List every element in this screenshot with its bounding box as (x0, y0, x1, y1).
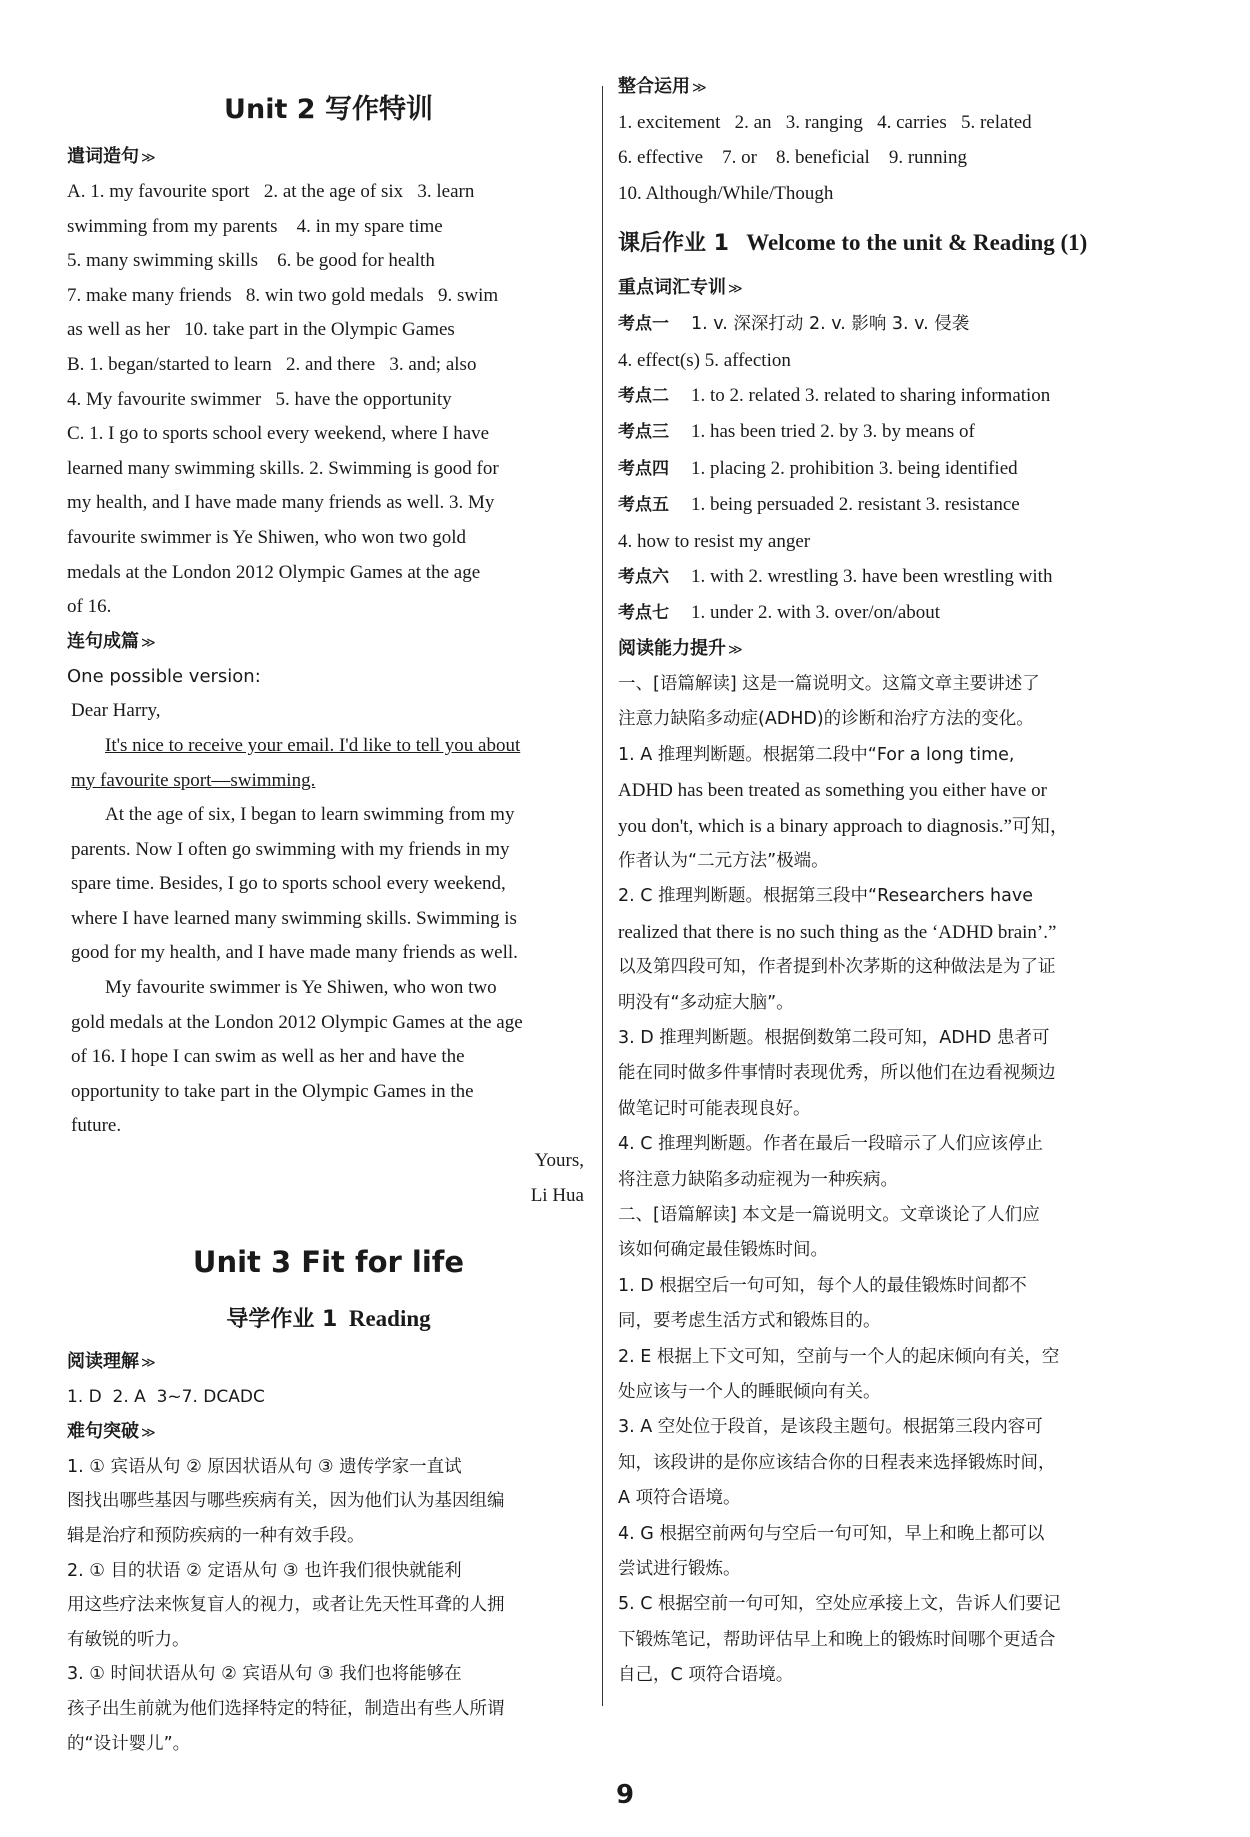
answer-line: 用这些疗法来恢复盲人的视力，或者让先天性耳聋的人拥 (67, 1595, 505, 1616)
answer-line: my health, and I have made many friends as well. 3. My (67, 492, 495, 514)
answer-line: 作者认为“二元方法”极端。 (618, 850, 829, 871)
answer-line: 二、[语篇解读] 本文是一篇说明文。文章谈论了人们应 (618, 1204, 1040, 1225)
essay-line: where I have learned many swimming skills. Swimming is (71, 907, 517, 929)
kaodian-line: 考点六 1. with 2. wrestling 3. have been wrestling with (618, 566, 1053, 588)
kaodian-line: 4. how to resist my anger (618, 530, 811, 552)
kaodian-line: 考点二 1. to 2. related 3. related to sharing information (618, 385, 1051, 407)
essay-line: good for my health, and I have made many friends as well. (71, 942, 518, 964)
answer-line: 1. D 根据空后一句可知，每个人的最佳锻炼时间都不 (618, 1275, 1027, 1296)
right-column (618, 70, 1148, 1694)
section-heading: 连句成篇 ≫ (67, 630, 156, 652)
section-heading: 阅读理解 ≫ (67, 1351, 156, 1373)
answer-line: learned many swimming skills. 2. Swimming is good for (67, 457, 499, 479)
chevron-right-icon: ≫ (141, 150, 156, 166)
left-column (67, 80, 590, 1761)
essay-line: my favourite sport—swimming. (71, 769, 316, 791)
answer-line: 将注意力缺陷多动症视为一种疾病。 (618, 1169, 898, 1190)
answer-line: 孩子出生前就为他们选择特定的特征，制造出有些人所谓 (67, 1698, 505, 1719)
essay-line: spare time. Besides, I go to sports school every weekend, (71, 873, 506, 895)
essay-line: opportunity to take part in the Olympic Games in the (71, 1080, 474, 1102)
answer-line: 2. C 推理判断题。根据第三段中“Researchers have (618, 886, 1033, 907)
section-heading: 难句突破 ≫ (67, 1420, 156, 1442)
essay-line: At the age of six, I began to learn swimming from my (105, 804, 515, 826)
answer-line: A. 1. my favourite sport 2. at the age of six 3. learn (67, 181, 475, 202)
salutation: Dear Harry, (71, 700, 161, 722)
answer-line: ADHD has been treated as something you either have or (618, 780, 1047, 802)
answer-line: 4. My favourite swimmer 5. have the opportunity (67, 388, 452, 410)
answer-line: 1. excitement 2. an 3. ranging 4. carries 5. related (618, 112, 1032, 133)
column-divider (602, 86, 603, 1706)
answer-line: 一、[语篇解读] 这是一篇说明文。这篇文章主要讲述了 (618, 673, 1040, 694)
answer-line: 以及第四段可知，作者提到朴次茅斯的这种做法是为了证 (618, 957, 1056, 978)
answer-line: 的“设计婴儿”。 (67, 1733, 191, 1754)
homework-title: 课后作业 1 Welcome to the unit & Reading (1) (618, 230, 1088, 257)
answer-line: 5. C 根据空前一句可知，空处应承接上文，告诉人们要记 (618, 1594, 1061, 1615)
essay-line: My favourite swimmer is Ye Shiwen, who won two (105, 977, 497, 999)
answer-line: as well as her 10. take part in the Olympic Games (67, 319, 455, 341)
chevron-right-icon: ≫ (728, 281, 743, 298)
answer-line: 注意力缺陷多动症(ADHD)的诊断和治疗方法的变化。 (618, 709, 1034, 730)
answer-line: 能在同时做多件事情时表现优秀，所以他们在边看视频边 (618, 1063, 1056, 1084)
letter-closing: Yours, (534, 1150, 584, 1172)
answer-line: 下锻炼笔记，帮助评估早上和晚上的锻炼时间哪个更适合 (618, 1629, 1056, 1650)
section-heading: 阅读能力提升 ≫ (618, 637, 743, 659)
essay-line: of 16. I hope I can swim as well as her and have the (71, 1046, 465, 1068)
answer-line: 3. ① 时间状语从句 ② 宾语从句 ③ 我们也将能够在 (67, 1664, 462, 1685)
answer-line: 4. C 推理判断题。作者在最后一段暗示了人们应该停止 (618, 1134, 1044, 1155)
answer-line: 4. G 根据空前两句与空后一句可知，早上和晚上都可以 (618, 1523, 1045, 1544)
page-number: 9 (615, 1780, 635, 1810)
answer-line: you don't, which is a binary approach to diagnosis.”可知， (618, 815, 1069, 837)
chevron-right-icon: ≫ (141, 1424, 156, 1441)
answer-line: 2. ① 目的状语 ② 定语从句 ③ 也许我们很快就能利 (67, 1560, 462, 1581)
kaodian-line: 考点一 1. v. 深深打动 2. v. 影响 3. v. 侵袭 (618, 314, 970, 335)
answer-line: B. 1. began/started to learn 2. and there 3. and; also (67, 353, 477, 375)
section-heading: 遣词造句 ≫ (67, 146, 156, 167)
guide-title: 导学作业 1 Reading (226, 1306, 431, 1333)
answer-line: 6. effective 7. or 8. beneficial 9. running (618, 147, 967, 169)
essay-line: It's nice to receive your email. I'd like to tell you about (105, 734, 521, 756)
chevron-right-icon: ≫ (141, 634, 156, 651)
kaodian-line: 考点七 1. under 2. with 3. over/on/about (618, 602, 941, 624)
chevron-right-icon: ≫ (141, 1355, 156, 1372)
answer-line: A 项符合语境。 (618, 1488, 741, 1509)
section-heading: 整合运用 ≫ (618, 76, 707, 97)
kaodian-line: 4. effect(s) 5. affection (618, 349, 791, 371)
answer-line: 2. E 根据上下文可知，空前与一个人的起床倾向有关，空 (618, 1346, 1060, 1367)
answer-line: 处应该与一个人的睡眠倾向有关。 (618, 1382, 881, 1402)
letter-signature: Li Hua (530, 1184, 584, 1206)
answer-line: C. 1. I go to sports school every weekend, where I have (67, 423, 490, 445)
chevron-right-icon: ≫ (728, 641, 743, 658)
essay-line: future. (71, 1115, 122, 1137)
section-heading: 重点词汇专训 ≫ (618, 277, 743, 299)
kaodian-line: 考点五 1. being persuaded 2. resistant 3. resistance (618, 494, 1020, 516)
answer-line: 1. ① 宾语从句 ② 原因状语从句 ③ 遗传学家一直试 (67, 1456, 462, 1477)
answer-line: favourite swimmer is Ye Shiwen, who won two gold (67, 526, 466, 548)
answer-line: 自己，C 项符合语境。 (618, 1665, 794, 1686)
answer-line: 同，要考虑生活方式和锻炼目的。 (618, 1311, 881, 1332)
answer-line: 该如何确定最佳锻炼时间。 (618, 1240, 828, 1261)
kaodian-line: 考点四 1. placing 2. prohibition 3. being identified (618, 457, 1018, 479)
essay-line: gold medals at the London 2012 Olympic Games at the age (71, 1011, 523, 1033)
essay-line: parents. Now I often go swimming with my friends in my (71, 838, 510, 860)
answer-line: 5. many swimming skills 6. be good for health (67, 250, 435, 272)
version-label: One possible version: (67, 665, 261, 687)
answer-line: 明没有“多动症大脑”。 (618, 992, 794, 1013)
unit3-title: Unit 3 Fit for life (192, 1245, 465, 1280)
answer-line: 做笔记时可能表现良好。 (618, 1098, 811, 1119)
answer-line: 辑是治疗和预防疾病的一种有效手段。 (67, 1526, 365, 1546)
kaodian-line: 考点三 1. has been tried 2. by 3. by means of (618, 421, 975, 443)
answer-line: 知，该段讲的是你应该结合你的日程表来选择锻炼时间， (618, 1452, 1056, 1473)
answer-line: 图找出哪些基因与哪些疾病有关，因为他们认为基因组编 (67, 1491, 505, 1512)
answer-line: 1. D 2. A 3~7. DCADC (67, 1387, 265, 1408)
answer-line: 10. Although/While/Though (618, 182, 834, 204)
answer-line: 3. D 推理判断题。根据倒数第二段可知，ADHD 患者可 (618, 1027, 1050, 1048)
answer-line: swimming from my parents 4. in my spare time (67, 215, 443, 237)
unit2-title: Unit 2 写作特训 (224, 94, 433, 125)
answer-line: medals at the London 2012 Olympic Games at the age (67, 561, 481, 583)
chevron-right-icon: ≫ (692, 80, 707, 96)
answer-line: 3. A 空处位于段首，是该段主题句。根据第三段内容可 (618, 1417, 1043, 1438)
answer-line: 尝试进行锻炼。 (618, 1559, 741, 1580)
answer-line: 有敏锐的听力。 (67, 1629, 190, 1650)
answer-line: 7. make many friends 8. win two gold medals 9. swim (67, 284, 499, 306)
answer-line: of 16. (67, 596, 112, 618)
answer-line: realized that there is no such thing as the ‘ADHD brain’.” (618, 921, 1057, 943)
answer-line: 1. A 推理判断题。根据第二段中“For a long time, (618, 744, 1015, 765)
